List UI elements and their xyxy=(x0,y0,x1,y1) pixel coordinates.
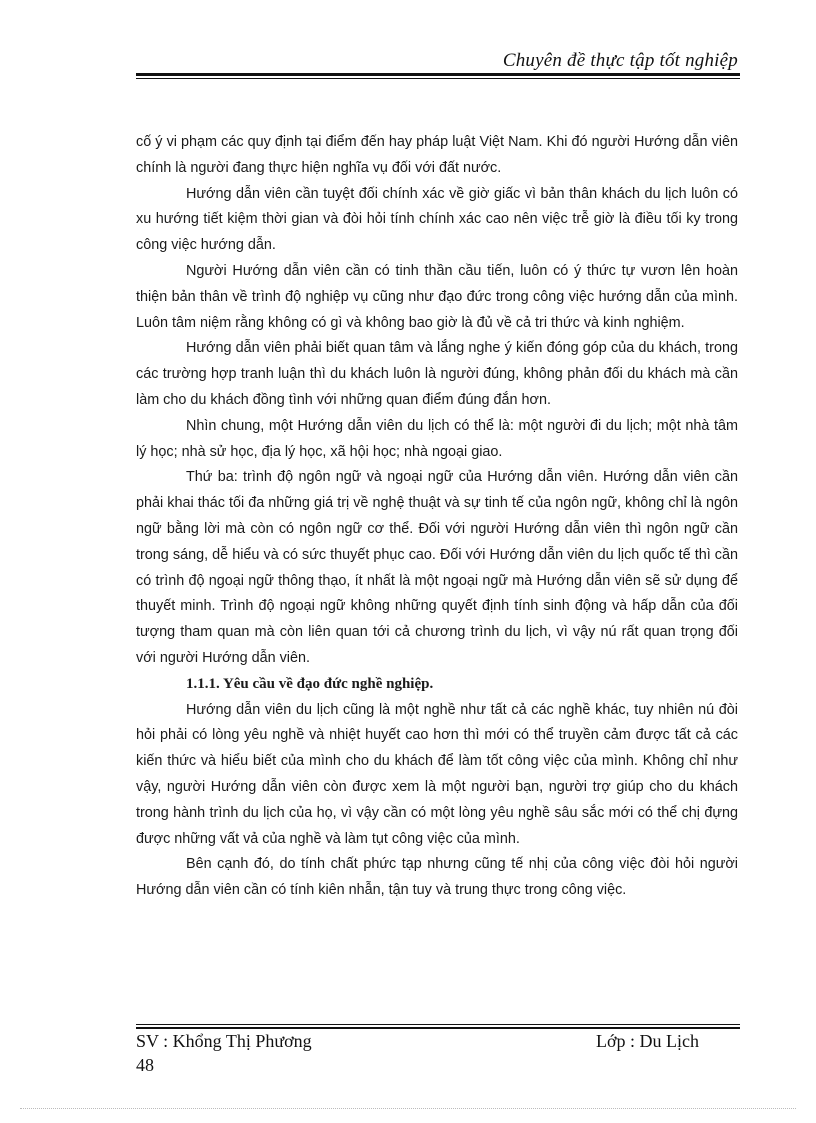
section-heading: 1.1.1. Yêu cầu về đạo đức nghề nghiệp. xyxy=(186,675,434,692)
paragraph: Hướng dẫn viên phải biết quan tâm và lắng nghe ý kiến đóng góp của du khách, trong các trường hợp tranh luận thì du khách luôn là người đúng, không phản đối du khách mà cần làm cho du khách đồng tình với những quan điểm đúng đắn hơn. xyxy=(136,340,738,408)
paragraph: Người Hướng dẫn viên cần có tinh thần cầu tiến, luôn có ý thức tự vươn lên hoàn thiện bản thân về trình độ nghiệp vụ cũng như đạo đức trong công việc hướng dẫn của mình. Luôn tâm niệm rằng không có gì và không bao giờ là đủ về cả tri thức và kinh nghiệm. xyxy=(136,262,738,331)
paragraph: cố ý vi phạm các quy định tại điểm đến hay pháp luật Việt Nam. Khi đó người Hướng dẫn viên chính là người đang thực hiện nghĩa vụ đối với đất nước. xyxy=(136,134,738,176)
paragraph: Nhìn chung, một Hướng dẫn viên du lịch có thể là: một người đi du lịch; một nhà tâm lý học; nhà sử học, địa lý học, xã hội học; nhà ngoại giao. xyxy=(136,417,738,460)
paragraph: Bên cạnh đó, do tính chất phức tạp nhưng cũng tế nhị của công việc đòi hỏi người Hướng dẫn viên cần có tính kiên nhẫn, tận tuy và trung thực trong công việc. xyxy=(136,856,738,899)
footer-rule xyxy=(136,1027,740,1029)
paragraph: Hướng dẫn viên cần tuyệt đối chính xác về giờ giấc vì bản thân khách du lịch luôn có xu hướng tiết kiệm thời gian và đòi hỏi tính chính xác cao nên việc trễ giờ là điều tối ky trong công việc hướng dẫn. xyxy=(136,185,738,254)
header-rule xyxy=(136,73,740,76)
header-rule-thin xyxy=(136,78,740,79)
page-number: 48 xyxy=(136,1055,154,1075)
header-title: Chuyên đề thực tập tốt nghiệp xyxy=(502,50,738,71)
footer-student: SV : Khổng Thị Phương xyxy=(136,1031,312,1051)
footer-rule-thin xyxy=(136,1024,740,1025)
page-edge-dots xyxy=(20,1108,796,1109)
paragraph: Thứ ba: trình độ ngôn ngữ và ngoại ngữ của Hướng dẫn viên. Hướng dẫn viên cần phải khai thác tối đa những giá trị về nghệ thuật và sự tinh tế của ngôn ngữ, không chỉ là ngôn ngữ bằng lời mà còn có ngôn ngữ cơ thể. Đối với người Hướng dẫn viên thì ngôn ngữ cần trong sáng, dễ hiểu và có sức thuyết phục cao. Đối với Hướng dẫn viên du lịch quốc tế thì cần có trình độ ngoại ngữ thông thạo, ít nhất là một ngoại ngữ mà Hướng dẫn viên sẽ sử dụng để thuyết minh. Trình độ ngoại ngữ không những quyết định tính sinh động và hấp dẫn của đối tượng tham quan mà còn liên quan tới cả chương trình du lịch, vì vậy nú rất quan trọng đối với người Hướng dẫn viên. xyxy=(136,469,738,666)
paragraph: Hướng dẫn viên du lịch cũng là một nghề như tất cả các nghề khác, tuy nhiên nú đòi hỏi phải có lòng yêu nghề và nhiệt huyết cao hơn thì mới có thể truyền cảm được tất cả các kiến thức và hiểu biết của mình cho du khách để làm tốt công việc của mình. Không chỉ như vậy, người Hướng dẫn viên còn được xem là một người bạn, người trợ giúp cho du khách trong hành trình du lịch của họ, vì vậy cần có một lòng yêu nghề sâu sắc mới có thể chị đựng được những vất vả của nghề và làm tụt công việc của mình. xyxy=(136,701,738,847)
footer-class: Lớp : Du Lịch xyxy=(596,1031,699,1051)
document-body xyxy=(136,130,738,904)
